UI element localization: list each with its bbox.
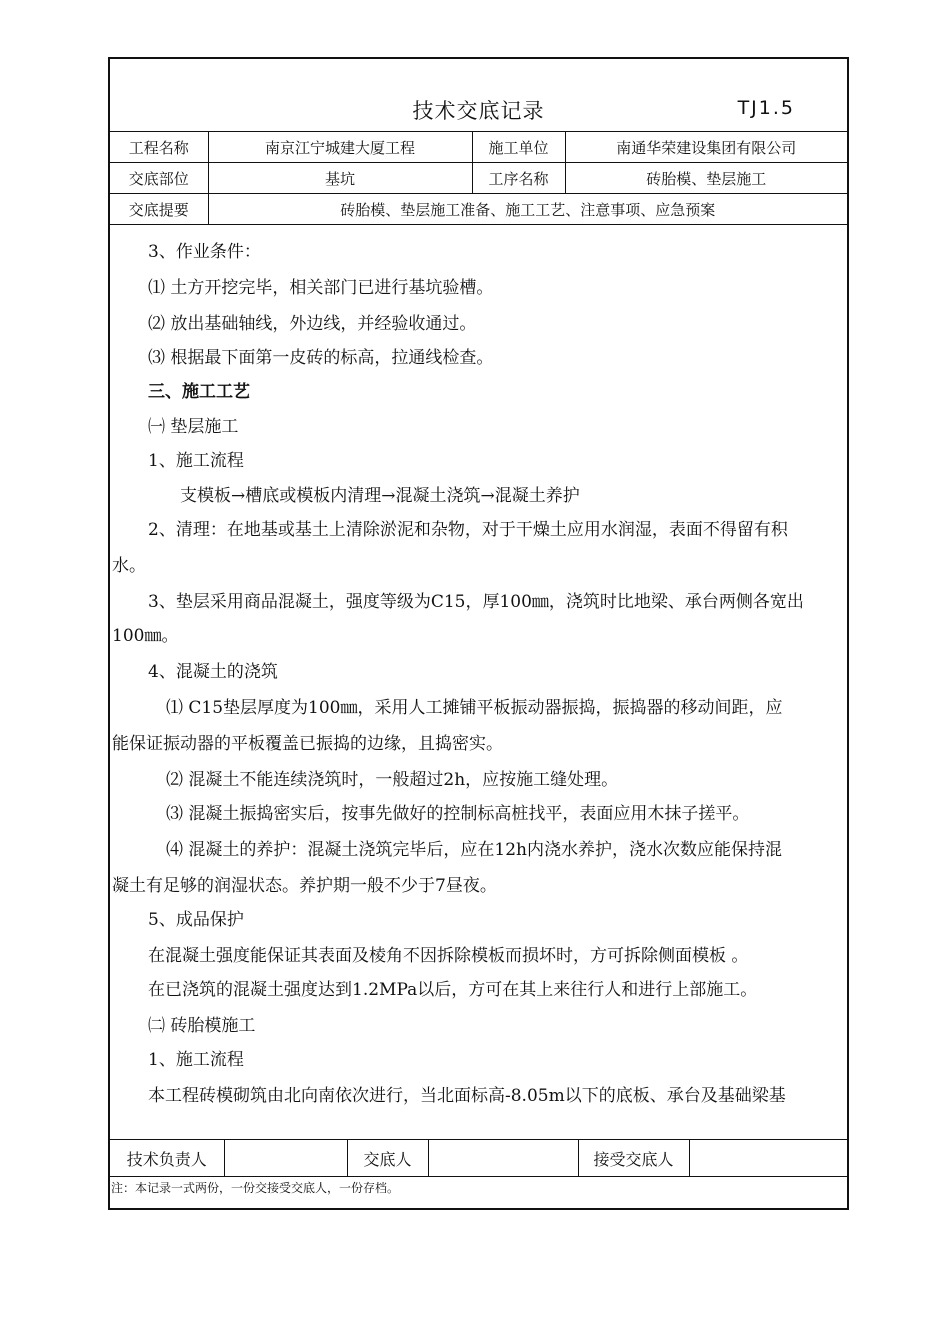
content-line: 5、成品保护 xyxy=(148,910,244,930)
discloser-label: 交底人 xyxy=(347,1140,428,1177)
content-line: 1、施工流程 xyxy=(148,451,244,471)
content-line: 3、作业条件： xyxy=(148,242,261,262)
content-line: 在混凝土强度能保证其表面及棱角不因拆除模板而损坏时，方可拆除侧面模板 。 xyxy=(148,946,749,966)
receiver-field[interactable] xyxy=(689,1140,847,1177)
content-line: ㈡ 砖胎模施工 xyxy=(148,1016,256,1036)
content-line: 凝土有足够的润湿状态。养护期一般不少于7昼夜。 xyxy=(112,876,497,896)
location-value: 基坑 xyxy=(208,163,472,194)
header-row-project xyxy=(110,132,847,163)
content-line: 3、垫层采用商品混凝土，强度等级为C15，厚100㎜，浇筑时比地梁、承台两侧各宽出 xyxy=(148,592,804,612)
content-line: ⑷ 混凝土的养护：混凝土浇筑完毕后，应在12h内浇水养护，浇水次数应能保持混 xyxy=(166,840,782,860)
summary-label: 交底提要 xyxy=(110,194,208,225)
content-line: 能保证振动器的平板覆盖已振捣的边缘，且捣密实。 xyxy=(112,734,503,754)
process-value: 砖胎模、垫层施工 xyxy=(565,163,847,194)
content-line: 水。 xyxy=(112,556,146,576)
content-line: ⑶ 根据最下面第一皮砖的标高，拉通线检查。 xyxy=(148,348,494,368)
content-line: 在已浇筑的混凝土强度达到1.2MPa以后，方可在其上来往行人和进行上部施工。 xyxy=(148,980,758,1000)
content-line: 100㎜。 xyxy=(112,626,179,646)
title-row xyxy=(110,59,847,132)
content-line: ㈠ 垫层施工 xyxy=(148,417,239,437)
contractor-label: 施工单位 xyxy=(472,132,565,163)
signature-table xyxy=(110,1139,847,1177)
content-line: 2、清理：在地基或基土上清除淤泥和杂物，对于干燥土应用水润湿，表面不得留有积 xyxy=(148,520,788,540)
tech-lead-label: 技术负责人 xyxy=(110,1140,224,1177)
signature-row xyxy=(110,1140,847,1177)
document-frame xyxy=(108,57,849,1210)
document-title: 技术交底记录 xyxy=(412,99,545,123)
content-line: ⑴ C15垫层厚度为100㎜，采用人工摊铺平板振动器振捣，振捣器的移动间距，应 xyxy=(166,698,783,718)
content-line: 本工程砖模砌筑由北向南依次进行，当北面标高-8.05m以下的底板、承台及基础梁基 xyxy=(148,1086,786,1106)
project-label: 工程名称 xyxy=(110,132,208,163)
content-line: ⑶ 混凝土振捣密实后，按事先做好的控制标高桩找平，表面应用木抹子搓平。 xyxy=(166,804,750,824)
header-row-location xyxy=(110,163,847,194)
discloser-field[interactable] xyxy=(428,1140,578,1177)
tech-lead-field[interactable] xyxy=(224,1140,347,1177)
receiver-label: 接受交底人 xyxy=(578,1140,689,1177)
location-label: 交底部位 xyxy=(110,163,208,194)
project-value: 南京江宁城建大厦工程 xyxy=(208,132,472,163)
process-label: 工序名称 xyxy=(472,163,565,194)
summary-value: 砖胎模、垫层施工准备、施工工艺、注意事项、应急预案 xyxy=(208,194,847,225)
section-heading: 三、施工工艺 xyxy=(148,382,250,402)
content-line: 支模板→槽底或模板内清理→混凝土浇筑→混凝土养护 xyxy=(180,486,580,506)
header-row-summary xyxy=(110,194,847,225)
content-line: 1、施工流程 xyxy=(148,1050,244,1070)
content-line: ⑴ 土方开挖完毕，相关部门已进行基坑验槽。 xyxy=(148,278,494,298)
content-line: 4、混凝土的浇筑 xyxy=(148,662,278,682)
document-code: TJ1.5 xyxy=(737,97,795,119)
contractor-value: 南通华荣建设集团有限公司 xyxy=(565,132,847,163)
footer-note: 注：本记录一式两份，一份交接受交底人，一份存档。 xyxy=(111,1181,400,1195)
content-line: ⑵ 混凝土不能连续浇筑时，一般超过2h，应按施工缝处理。 xyxy=(166,770,619,790)
content-line: ⑵ 放出基础轴线，外边线，并经验收通过。 xyxy=(148,314,477,334)
header-table xyxy=(110,131,847,225)
